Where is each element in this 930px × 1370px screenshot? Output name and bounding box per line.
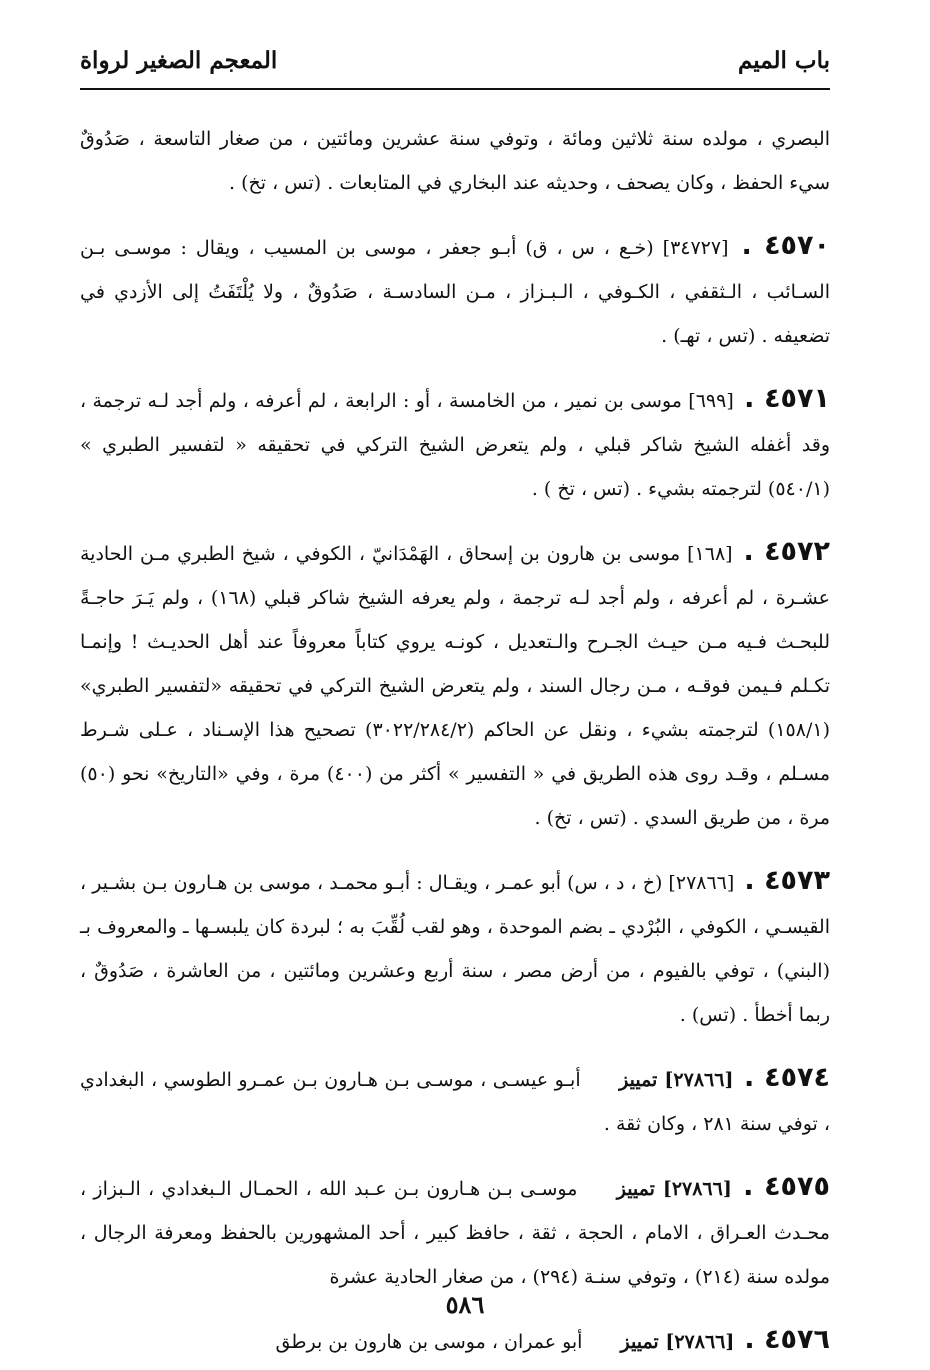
page-number: ٥٨٦ <box>445 1290 485 1319</box>
header-rule <box>80 88 830 90</box>
entry-number: ٤٥٧٣ . <box>744 865 830 896</box>
entry-text: [١٦٨] موسى بن هارون بن إسحاق ، الهَمْدَانيّ ، الكوفي ، شيخ الطبري مـن الحادية عشـرة ، لم أعرفه ، ولم أجد لـه ترجمة ، ولم يعرفه الشيخ شاكر قبلي (١٦٨) ، ولم يَـرَ حاجـةً للبحـث فـيه مـن حيـث الجـرح والـتعديل ، كونـه يروي كتاباً معروفاً عند أهل الحديـث ! وإنمـا تكـلم فـيمن فوقـه ، مـن رجال السند ، ولم يتعرض الشيخ التركي في تحقيقه «لتفسير الطبري» (١٥٨/١) لترجمته بشيء ، ونقل عن الحاكم (٣٠٢٢/٢٨٤/٢) تصحيح هذا الإسـناد ، عـلى شـرط مسـلم ، وقـد روى هذه الطريق في « التفسير » أكثر من (٤٠٠) مرة ، وفي «التاريخ» نحو (٥٠) مرة ، من طريق السدي . (تس ، تخ) . <box>80 543 831 829</box>
entry-text: [٦٩٩] موسى بن نمير ، من الخامسة ، أو : الرابعة ، لم أعرفه ، ولم أجد لـه ترجمة ، وقد أغفله الشيخ شاكر قبلي ، ولم يتعرض الشيخ التركي في تحقيقه « لتفسير الطبري » (٥٤٠/١) لترجمته بشيء . (تس ، تخ ) . <box>80 390 830 500</box>
entry-4575 <box>80 1165 830 1299</box>
entry-4574 <box>80 1056 830 1146</box>
book-title: المعجم الصغير لرواة <box>80 46 278 74</box>
entry-text: [٣٤٧٢٧] (خـع ، س ، ق) أبـو جعفر ، موسى بن المسيب ، ويقال : موسـى بـن السـائب ، الـثقفي ، الكـوفي ، الـبـزاز ، مـن السادسـة ، صَدُوقٌ ، ولا يُلْتَفَتُ إلى الأزدي في تضعيفه . (تس ، تهـ) . <box>80 237 830 347</box>
continuation-paragraph: البصري ، مولده سنة ثلاثين ومائة ، وتوفي سنة عشرين ومائتين ، من صغار التاسعة ، صَدُوقٌ سيء الحفظ ، وكان يصحف ، وحديثه عند البخاري في المتابعات . (تس ، تخ) . <box>80 128 830 194</box>
running-header <box>80 40 830 80</box>
entry-tag: [٢٧٨٦٦] تمييز <box>619 1069 734 1091</box>
entry-number: ٤٥٧٠ . <box>741 230 830 261</box>
entry-4576 <box>80 1318 830 1364</box>
entry-4571 <box>80 377 830 511</box>
entry-text: أبـو عيسـى ، موسـى بـن هـارون بـن عمـرو الطوسي ، البغدادي ، توفي سنة ٢٨١ ، وكان ثقة . <box>80 1069 830 1135</box>
entry-number: ٤٥٧٢ . <box>743 536 830 567</box>
entry-text: أبو عمران ، موسى بن هارون بن برطق <box>275 1331 583 1353</box>
entry-number: ٤٥٧٥ . <box>743 1171 830 1202</box>
entry-number: ٤٥٧١ . <box>744 383 830 414</box>
entry-number: ٤٥٧٤ . <box>743 1062 831 1093</box>
chapter-title: باب الميم <box>737 46 830 74</box>
entry-4570 <box>80 224 830 358</box>
entry-text: [٢٧٨٦٦] (خ ، د ، س) أبو عمـر ، ويقـال : أبـو محمـد ، موسى بن هـارون بـن بشـير ، القيسـي ، الكوفي ، البُرْدي ـ بضم الموحدة ، وهو لقب لُقِّبَ به ؛ لبردة كان يلبسـها ـ والمعروف بـ (البني) ، توفي بالفيوم ، من أرض مصر ، سنة أربع وعشرين ومائتين ، من العاشرة ، صَدُوقٌ ، ربما أخطأ . (تس) . <box>80 872 830 1026</box>
entry-4572 <box>80 530 830 840</box>
entry-number: ٤٥٧٦ . <box>744 1324 830 1355</box>
entry-text: موسـى بـن هـارون بـن عـبد الله ، الحمـال الـبغدادي ، الـبزاز ، محـدث العـراق ، الامام ، الحجة ، ثقة ، حافظ كبير ، أحد المشهورين بالحفظ ومعرفة الرجال ، مولده سنة (٢١٤) ، وتوفي سنـة (٢٩٤) ، من صغار الحادية عشرة <box>80 1178 830 1288</box>
page-body <box>80 98 830 1370</box>
entry-4573 <box>80 859 830 1037</box>
entry-tag: [٢٧٨٦٦] تمييز <box>616 1178 732 1200</box>
entry-tag: [٢٧٨٦٦] تمييز <box>620 1331 735 1353</box>
